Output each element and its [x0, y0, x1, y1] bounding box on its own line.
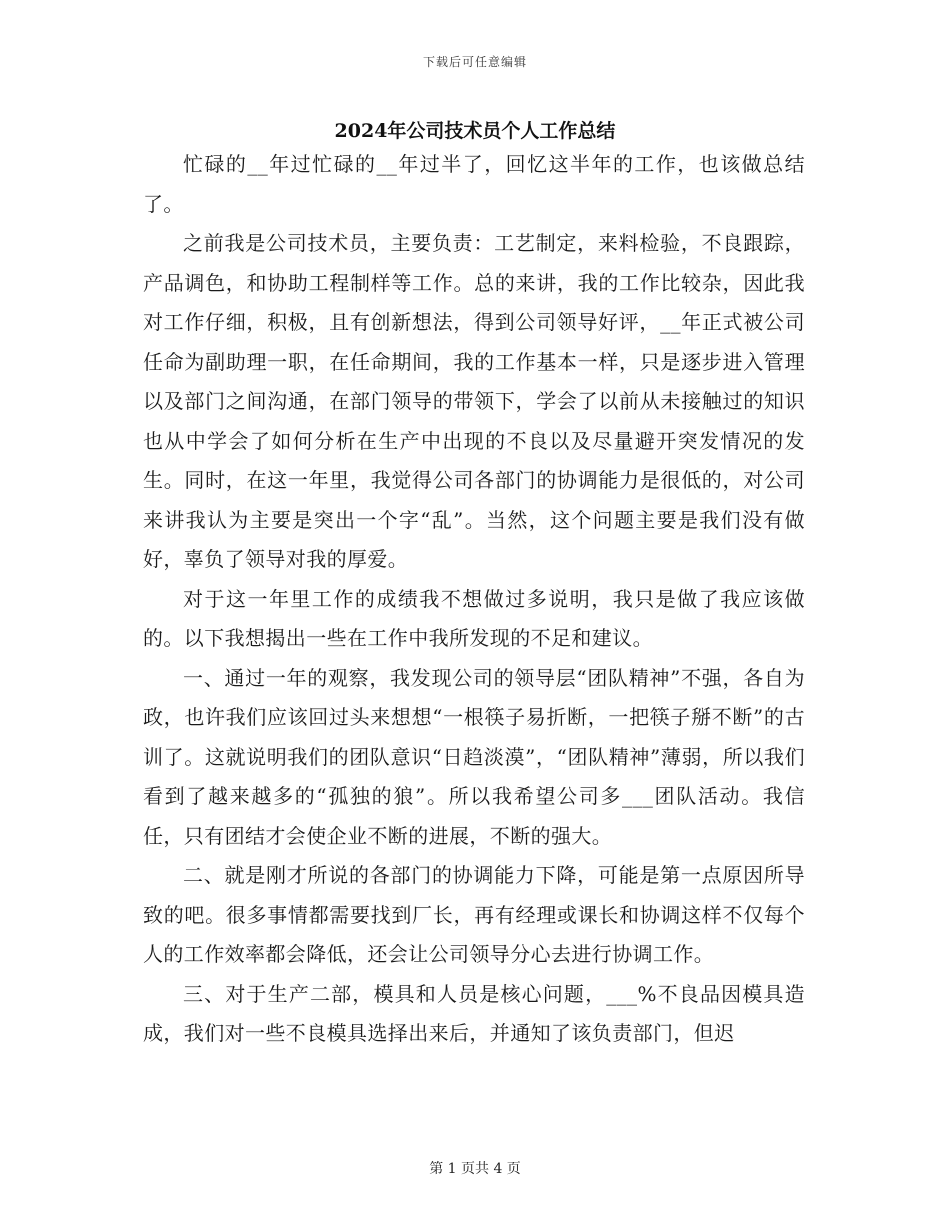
paragraph-point-three: 三、对于生产二部，模具和人员是核心问题，___%不良品因模具造成，我们对一些不良模具选择出来后，并通知了该负责部门，但迟 [143, 981, 805, 1045]
page-header-note: 下载后可任意编辑 [422, 55, 527, 69]
paragraph-achievements: 对于这一年里工作的成绩我不想做过多说明，我只是做了我应该做的。以下我想揭出一些在工作中我所发现的不足和建议。 [143, 586, 805, 650]
paragraph-role: 之前我是公司技术员，主要负责：工艺制定，来料检验，不良跟踪，产品调色，和协助工程制样等工作。总的来讲，我的工作比较杂，因此我对工作仔细，积极，且有创新想法，得到公司领导好评，__年正式被公司任命为副助理一职，在任命期间，我的工作基本一样，只是逐步进入管理以及部门之间沟通，在部门领导的带领下，学会了以前从未接触过的知识也从中学会了如何分析在生产中出现的不良以及尽量避开突发情况的发生。同时，在这一年里，我觉得公司各部门的协调能力是很低的，对公司来讲我认为主要是突出一个字“乱”。当然，这个问题主要是我们没有做好，辜负了领导对我的厚爱。 [143, 231, 805, 571]
paragraph-point-one: 一、通过一年的观察，我发现公司的领导层“团队精神”不强，各自为政，也许我们应该回过头来想想“一根筷子易折断，一把筷子掰不断”的古训了。这就说明我们的团队意识“日趋淡漠”，“团队精神”薄弱，所以我们看到了越来越多的“孤独的狼”。所以我希望公司多___团队活动。我信任，只有团结才会使企业不断的进展，不断的强大。 [143, 665, 805, 848]
paragraph-point-two: 二、就是刚才所说的各部门的协调能力下降，可能是第一点原因所导致的吧。很多事情都需要找到厂长，再有经理或课长和协调这样不仅每个人的工作效率都会降低，还会让公司领导分心去进行协调工作。 [143, 863, 805, 966]
page-footer-number: 第 1 页共 4 页 [429, 1161, 521, 1177]
document-body [143, 145, 805, 1054]
document-title: 2024年公司技术员个人工作总结 [334, 120, 616, 142]
paragraph-intro: 忙碌的__年过忙碌的__年过半了，回忆这半年的工作，也该做总结了。 [143, 152, 805, 216]
